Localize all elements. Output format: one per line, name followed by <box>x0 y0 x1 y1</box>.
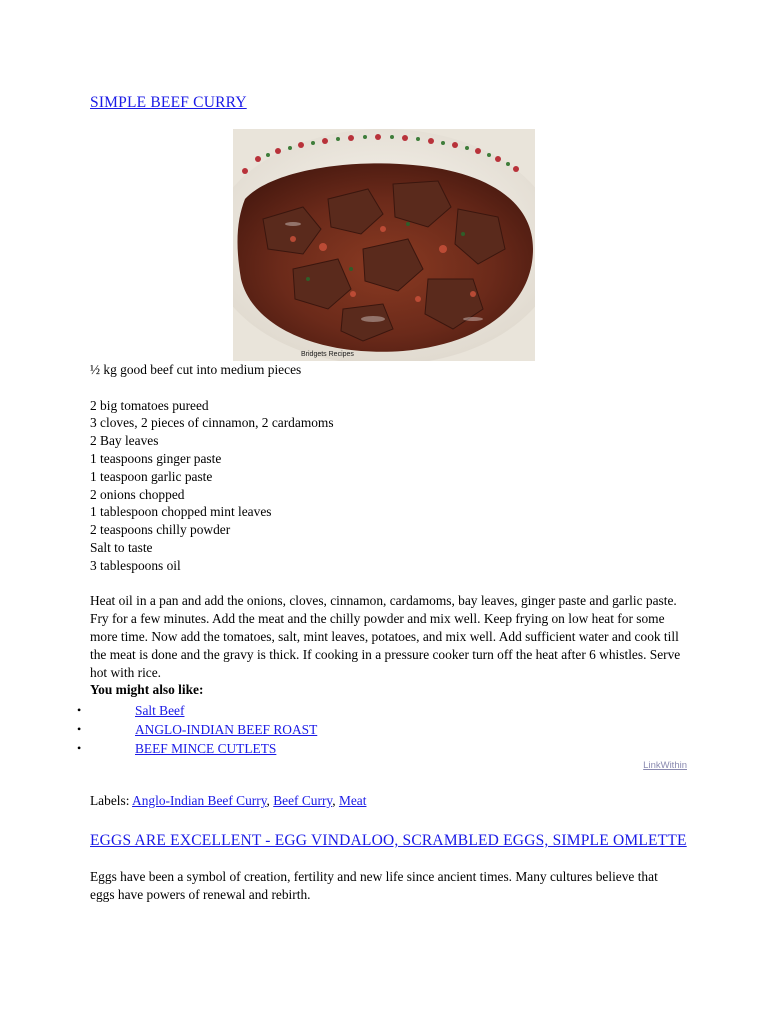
intro-paragraph: Eggs have been a symbol of creation, fertility and new life since ancient times. Many cultures believe that eggs have powers of renewal and rebirth. <box>90 868 658 902</box>
photo-watermark: Bridgets Recipes <box>301 351 354 358</box>
post-title-link[interactable]: SIMPLE BEEF CURRY <box>90 94 247 111</box>
label-link[interactable]: Beef Curry <box>273 793 333 809</box>
ingredient-line: 1 teaspoon garlic paste <box>90 468 213 484</box>
ingredient-line: 2 big tomatoes pureed <box>90 397 209 413</box>
ingredient-line: 2 onions chopped <box>90 486 185 502</box>
related-posts-list <box>77 701 690 758</box>
related-post-item <box>77 739 690 758</box>
related-post-link[interactable]: ANGLO-INDIAN BEEF ROAST <box>135 722 318 738</box>
post-title <box>90 92 690 113</box>
related-post-link[interactable]: BEEF MINCE CUTLETS <box>135 741 277 757</box>
first-ingredient-line: ½ kg good beef cut into medium pieces <box>90 362 302 377</box>
bullet-icon: • <box>77 703 82 718</box>
ingredient-line: 1 teaspoons ginger paste <box>90 450 222 466</box>
labels-prefix: Labels: <box>90 793 130 809</box>
bullet-icon: • <box>77 741 82 756</box>
ingredient-line: Salt to taste <box>90 539 153 555</box>
bullet-icon: • <box>77 722 82 737</box>
method-paragraph: Heat oil in a pan and add the onions, cloves, cinnamon, cardamoms, bay leaves, ginger paste and garlic paste. Fry for a few minutes. Add the meat and the chilly powder and mix well. Keep frying on low heat for some more time. Now add the tomatoes, salt, mint leaves, potatoes, and mix well. Add sufficient water and cook till the meat is done and the gravy is thick. If cooking in a pressure cooker turn off the heat after 6 whistles. Serve hot with rice. <box>90 593 681 680</box>
related-post-item <box>77 701 690 720</box>
also-like-heading: You might also like: <box>90 682 204 698</box>
related-post-link[interactable]: Salt Beef <box>135 703 185 719</box>
label-link[interactable]: Meat <box>338 793 367 809</box>
post-title-link[interactable]: EGGS ARE EXCELLENT - EGG VINDALOO, SCRAMBLED EGGS, SIMPLE OMLETTE <box>90 831 687 849</box>
post-labels <box>90 792 690 810</box>
label-link[interactable]: Anglo-Indian Beef Curry <box>132 793 267 809</box>
linkwithin-link[interactable]: LinkWithin <box>643 760 687 772</box>
related-post-item <box>77 720 690 739</box>
beef-curry-image <box>233 129 535 361</box>
ingredient-line: 3 cloves, 2 pieces of cinnamon, 2 cardamoms <box>90 415 334 431</box>
post-title <box>90 830 690 851</box>
ingredient-line: 3 tablespoons oil <box>90 557 181 573</box>
ingredient-line: 1 tablespoon chopped mint leaves <box>90 504 272 520</box>
blog-page <box>77 92 690 904</box>
ingredient-line: 2 Bay leaves <box>90 433 159 449</box>
ingredients-list <box>90 397 690 575</box>
ingredient-line: 2 teaspoons chilly powder <box>90 522 231 538</box>
label-separator: , <box>266 793 274 809</box>
beef-curry-photo[interactable] <box>233 129 535 361</box>
linkwithin-credit <box>90 758 687 774</box>
label-separator: , <box>332 793 339 809</box>
